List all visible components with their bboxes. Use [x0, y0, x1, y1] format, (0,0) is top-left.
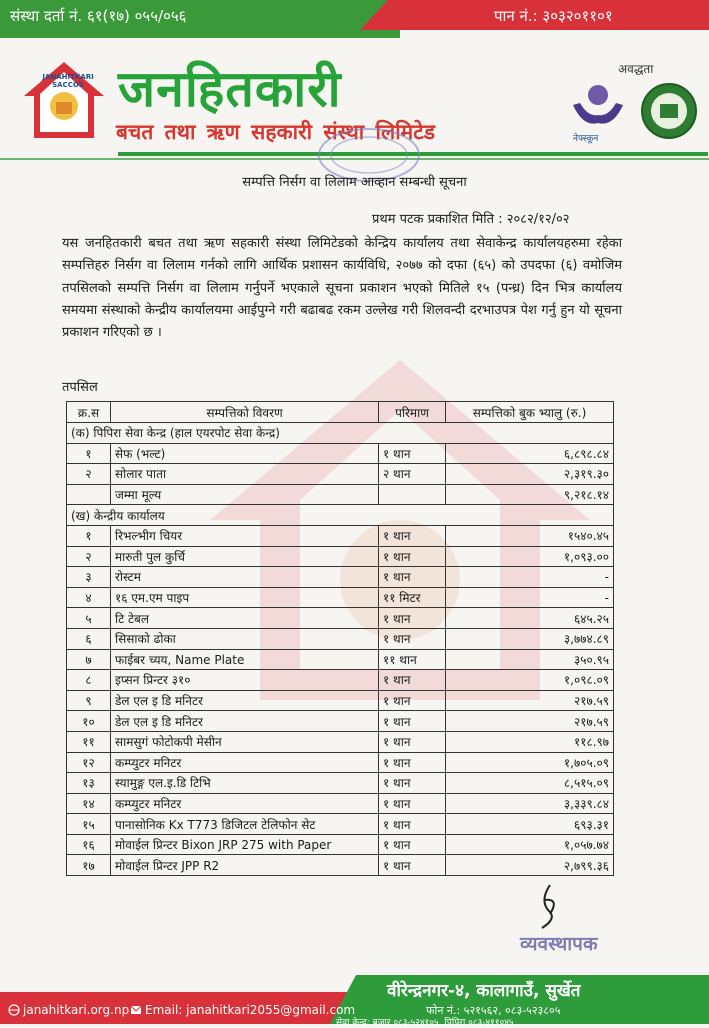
row-description: इप्सन प्रिन्टर ३१०: [111, 670, 379, 691]
row-description: सोलार पाता: [111, 464, 379, 485]
row-quantity: १ थान: [379, 628, 446, 649]
row-quantity: ११ मिटर: [379, 587, 446, 608]
table-row: [67, 649, 614, 670]
section-a-label: (क) पिपिरा सेवा केन्द्र (हाल एयरपोट सेवा केन्द्र): [67, 423, 614, 444]
row-description: रिभल्भीग चियर: [111, 525, 379, 546]
row-sn: ९: [67, 690, 111, 711]
website-text: janahitkari.org.np: [23, 1003, 130, 1017]
row-value: १,७०५.०९: [446, 752, 614, 773]
table-row: [67, 628, 614, 649]
header-description: सम्पत्तिको विवरण: [111, 402, 379, 423]
row-value: ३,७७४.८९: [446, 628, 614, 649]
section-row: [67, 505, 614, 526]
registration-number: संस्था दर्ता नं. ६१(१७) ०५५/०५६: [10, 7, 187, 25]
row-value: १,०५७.७४: [446, 834, 614, 855]
row-description: कम्प्युटर मनिटर: [111, 793, 379, 814]
row-quantity: १ थान: [379, 855, 446, 876]
table-row: [67, 587, 614, 608]
row-quantity: १ थान: [379, 690, 446, 711]
organization-name: जनहितकारी: [118, 60, 342, 118]
row-value: २,३१९.३०: [446, 464, 614, 485]
row-sn: ७: [67, 649, 111, 670]
row-quantity: १ थान: [379, 525, 446, 546]
row-description: मोवाईल प्रिन्टर JPP R2: [111, 855, 379, 876]
table-row: [67, 855, 614, 876]
row-description: डेल एल इ डि मनिटर: [111, 711, 379, 732]
row-quantity: १ थान: [379, 711, 446, 732]
table-row: [67, 834, 614, 855]
table-row: [67, 525, 614, 546]
globe-icon: [8, 1004, 20, 1016]
government-seal-icon: [640, 82, 698, 140]
row-value: ८,५१५.०९: [446, 773, 614, 794]
row-description: डेल एल इ डि मनिटर: [111, 690, 379, 711]
row-sn: २: [67, 464, 111, 485]
total-value: ९,२१८.१४: [446, 484, 614, 505]
mail-icon: [130, 1004, 142, 1016]
table-row: [67, 443, 614, 464]
table-row: [67, 670, 614, 691]
row-quantity: १ थान: [379, 773, 446, 794]
details-label: तपसिल: [62, 380, 98, 395]
table-header-row: [67, 402, 614, 423]
row-description: पानासोनिक Kx T773 डिजिटल टेलिफोन सेट: [111, 814, 379, 835]
signature-mark: [520, 880, 580, 935]
row-value: १५४०.४५: [446, 525, 614, 546]
section-b-label: (ख) केन्द्रीय कार्यालय: [67, 505, 614, 526]
footer-service-centers: सेवा केन्द्र: बजार ०८३-५२४१०५, पिपिरा ०८३-४११०४५: [336, 1018, 514, 1028]
row-description: सेफ (भल्ट): [111, 443, 379, 464]
total-empty-qty: [379, 484, 446, 505]
row-value: -: [446, 587, 614, 608]
row-sn: २: [67, 546, 111, 567]
email-text: Email: janahitkari2055@gmail.com: [145, 1003, 356, 1017]
row-sn: १: [67, 443, 111, 464]
row-description: कम्प्युटर मनिटर: [111, 752, 379, 773]
pan-number: पान नं.: ३०३२०११०१: [494, 7, 613, 25]
row-quantity: १ थान: [379, 608, 446, 629]
row-value: -: [446, 567, 614, 588]
row-sn: ३: [67, 567, 111, 588]
row-description: मोवाईल प्रिन्टर Bixon JRP 275 with Paper: [111, 834, 379, 855]
logo-text: JANAHITKARI SACCOS: [42, 73, 94, 89]
row-description: टि टेबल: [111, 608, 379, 629]
row-value: २१७.५९: [446, 690, 614, 711]
section-row: [67, 423, 614, 444]
notice-title: सम्पत्ति निर्सग वा लिलाम आव्हान सम्बन्धी सूचना: [242, 175, 467, 190]
logo-established: स्था. २०५५: [53, 124, 83, 132]
assets-table: [66, 401, 614, 876]
row-sn: ६: [67, 628, 111, 649]
row-sn: १: [67, 525, 111, 546]
table-row: [67, 567, 614, 588]
table-row: [67, 690, 614, 711]
nefscun-label: नेफ्स्कून: [573, 134, 599, 144]
row-value: ६,८९८.८४: [446, 443, 614, 464]
row-quantity: १ थान: [379, 731, 446, 752]
header-sn: क्र.स: [67, 402, 111, 423]
row-quantity: १ थान: [379, 814, 446, 835]
row-sn: ५: [67, 608, 111, 629]
row-value: २,७९९.३६: [446, 855, 614, 876]
row-description: मारुती पुल कुर्चि: [111, 546, 379, 567]
row-description: स्यामुङ्ग एल.इ.डि टिभि: [111, 773, 379, 794]
table-body: [67, 423, 614, 876]
row-quantity: २ थान: [379, 464, 446, 485]
row-description: सिसाको ढोका: [111, 628, 379, 649]
row-quantity: १ थान: [379, 793, 446, 814]
row-value: १,०९३.००: [446, 546, 614, 567]
row-value: ३,३३९.८४: [446, 793, 614, 814]
row-quantity: १ थान: [379, 752, 446, 773]
website-link[interactable]: [8, 1003, 129, 1017]
total-label: जम्मा मूल्य: [111, 484, 379, 505]
row-sn: १७: [67, 855, 111, 876]
row-description: फाईबर च्यय, Name Plate: [111, 649, 379, 670]
row-description: सामसुगं फोटोकपी मेसीन: [111, 731, 379, 752]
row-value: ३५०.९५: [446, 649, 614, 670]
row-quantity: १ थान: [379, 670, 446, 691]
row-sn: १५: [67, 814, 111, 835]
table-row: [67, 546, 614, 567]
notice-body: यस जनहितकारी बचत तथा ऋण सहकारी संस्था लिमिटेडको केन्द्रिय कार्यालय तथा सेवाकेन्द्र कार्यालयहरुमा रहेका सम्पत्तिहरु निर्सग वा लिलाम गर्नको लागि आर्थिक प्रशासन कार्यविधि, २०७७ को दफा (६५) को उपदफा (६) वमोजिम तपसिलको सम्पत्ति निर्सग वा लिलाम गर्नुपर्ने भएकाले सूचना प्रकाशन भएको मितिले १५ (पन्ध्र) दिन भित्र कार्यालय समयमा संस्थाको केन्द्रीय कार्यालयमा आईपुग्ने गरी बढाबढ रकम उल्लेख गरी शिलवन्दी दरभाउपत्र पेश गर्नु हुन यो सूचना प्रकाशन गरिएको छ ।: [62, 236, 622, 341]
table-row: [67, 773, 614, 794]
total-empty: [67, 484, 111, 505]
row-value: ६४५.२५: [446, 608, 614, 629]
nefscun-logo-icon: [568, 75, 628, 130]
table-row: [67, 731, 614, 752]
row-sn: १४: [67, 793, 111, 814]
row-sn: ८: [67, 670, 111, 691]
row-description: रोस्टम: [111, 567, 379, 588]
row-quantity: १ थान: [379, 546, 446, 567]
header-quantity: परिमाण: [379, 402, 446, 423]
row-quantity: ११ थान: [379, 649, 446, 670]
table-row: [67, 814, 614, 835]
row-description: १६ एम.एम पाइप: [111, 587, 379, 608]
footer-phone: फोन नं.: ५२१५६२, ०८३-५२३८०५: [426, 1004, 561, 1017]
row-value: १,०९८.०९: [446, 670, 614, 691]
row-quantity: १ थान: [379, 834, 446, 855]
email-link[interactable]: [130, 1003, 355, 1017]
published-date: प्रथम पटक प्रकाशित मिति : २०८२/१२/०२: [372, 212, 570, 227]
row-sn: १२: [67, 752, 111, 773]
table-row: [67, 752, 614, 773]
organization-subtitle: बचत तथा ऋण सहकारी संस्था लिमिटेड: [116, 120, 436, 144]
table-row: [67, 464, 614, 485]
row-sn: ४: [67, 587, 111, 608]
row-value: ६९३.३१: [446, 814, 614, 835]
row-quantity: १ थान: [379, 567, 446, 588]
manager-stamp: व्यवस्थापक: [520, 933, 598, 955]
support-label: अवद्धता: [618, 62, 654, 76]
row-value: २१७.५९: [446, 711, 614, 732]
table-row: [67, 711, 614, 732]
header-book-value: सम्पत्तिको बुक भ्यालु (रु.): [446, 402, 614, 423]
row-quantity: १ थान: [379, 443, 446, 464]
row-sn: १०: [67, 711, 111, 732]
row-sn: १६: [67, 834, 111, 855]
row-sn: १३: [67, 773, 111, 794]
table-row: [67, 793, 614, 814]
footer-address: वीरेन्द्रनगर-४, कालागाउँ, सुर्खेत: [387, 981, 581, 1001]
total-row: [67, 484, 614, 505]
table-row: [67, 608, 614, 629]
row-sn: ११: [67, 731, 111, 752]
row-value: ११८.९७: [446, 731, 614, 752]
